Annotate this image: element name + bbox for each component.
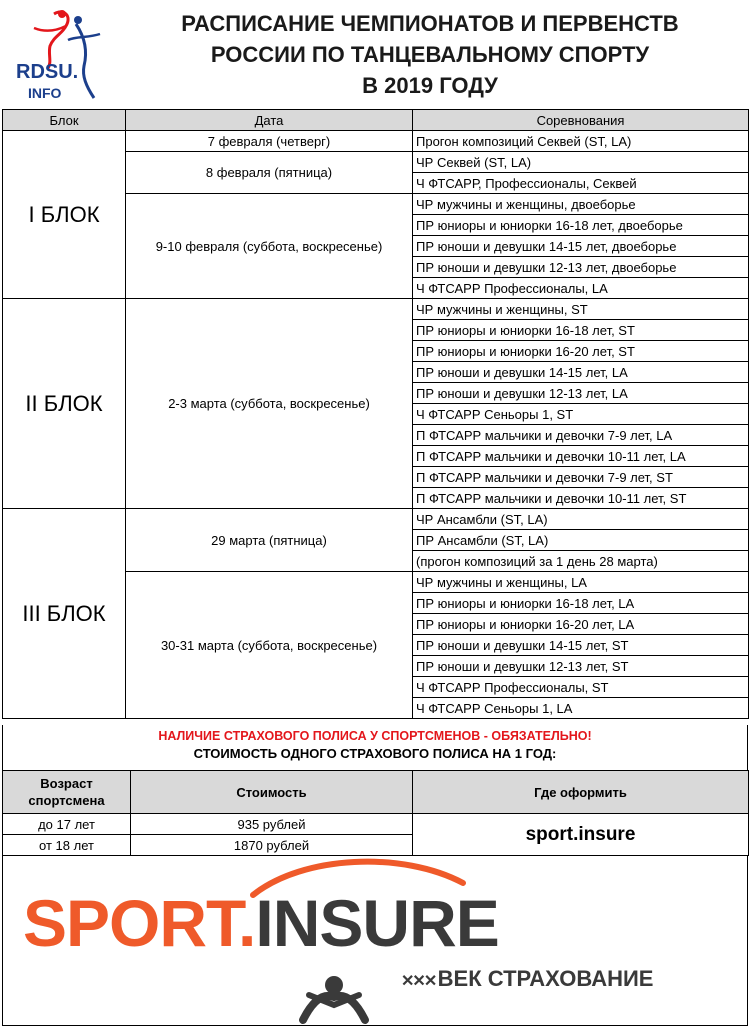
insurance-notice bbox=[2, 725, 748, 771]
pricing-age: от 18 лет bbox=[3, 835, 131, 856]
dancers-icon bbox=[14, 6, 110, 106]
title-line-2: РОССИИ ПО ТАНЦЕВАЛЬНОМУ СПОРТУ bbox=[210, 42, 650, 67]
competition-name: ПР юниоры и юниорки 16-20 лет, ST bbox=[413, 341, 749, 362]
competition-name: П ФТСАРР мальчики и девочки 7-9 лет, LA bbox=[413, 425, 749, 446]
competition-name: ЧР мужчины и женщины, ST bbox=[413, 299, 749, 320]
column-header-block: Блок bbox=[3, 110, 126, 131]
sport-insure-banner bbox=[2, 855, 748, 1026]
schedule-body bbox=[3, 131, 749, 719]
event-date: 7 февраля (четверг) bbox=[126, 131, 413, 152]
pricing-header-row bbox=[3, 771, 749, 814]
competition-name: ЧР мужчины и женщины, LA bbox=[413, 572, 749, 593]
brand-sport: SPORT. bbox=[23, 886, 256, 960]
tagline-text: ВЕК СТРАХОВАНИЕ bbox=[437, 966, 654, 991]
pricing-table bbox=[2, 770, 749, 856]
competition-name: П ФТСАРР мальчики и девочки 7-9 лет, ST bbox=[413, 467, 749, 488]
column-header-competitions: Соревнования bbox=[413, 110, 749, 131]
competition-name: ПР Ансамбли (ST, LA) bbox=[413, 530, 749, 551]
rdsu-logo bbox=[14, 6, 110, 106]
competition-name: ЧР Ансамбли (ST, LA) bbox=[413, 509, 749, 530]
title-line-1: РАСПИСАНИЕ ЧЕМПИОНАТОВ И ПЕРВЕНСТВ bbox=[181, 11, 679, 36]
event-date: 8 февраля (пятница) bbox=[126, 152, 413, 194]
column-header-age: Возраст спортсмена bbox=[3, 771, 131, 814]
column-header-where: Где оформить bbox=[413, 771, 749, 814]
competition-name: (прогон композиций за 1 день 28 марта) bbox=[413, 551, 749, 572]
competition-name: ЧР мужчины и женщины, двоеборье bbox=[413, 194, 749, 215]
competition-name: ПР юноши и девушки 12-13 лет, LA bbox=[413, 383, 749, 404]
insurance-site-link[interactable]: sport.insure bbox=[413, 814, 749, 856]
competition-name: Прогон композиций Секвей (ST, LA) bbox=[413, 131, 749, 152]
column-header-cost: Стоимость bbox=[131, 771, 413, 814]
competition-name: Ч ФТСАРР Профессионалы, LA bbox=[413, 278, 749, 299]
competition-name: П ФТСАРР мальчики и девочки 10-11 лет, LA bbox=[413, 446, 749, 467]
logo-text-1: RDSU. bbox=[16, 61, 79, 83]
competition-name: ПР юниоры и юниорки 16-18 лет, двоеборье bbox=[413, 215, 749, 236]
schedule-table bbox=[2, 109, 749, 719]
schedule-header-row bbox=[3, 110, 749, 131]
pricing-row bbox=[3, 814, 749, 835]
header bbox=[0, 0, 750, 108]
competition-name: ПР юниоры и юниорки 16-18 лет, LA bbox=[413, 593, 749, 614]
block-name: I БЛОК bbox=[3, 131, 126, 299]
event-date: 2-3 марта (суббота, воскресенье) bbox=[126, 299, 413, 509]
pricing-age: до 17 лет bbox=[3, 814, 131, 835]
pricing-cost: 935 рублей bbox=[131, 814, 413, 835]
competition-name: ЧР Секвей (ST, LA) bbox=[413, 152, 749, 173]
competition-name: ПР юноши и девушки 12-13 лет, двоеборье bbox=[413, 257, 749, 278]
brand-tagline bbox=[401, 966, 653, 992]
brand-insure: INSURE bbox=[255, 886, 499, 960]
title-line-3: В 2019 ГОДУ bbox=[362, 73, 498, 98]
schedule-row bbox=[3, 509, 749, 530]
schedule-row bbox=[3, 131, 749, 152]
pricing-cost: 1870 рублей bbox=[131, 835, 413, 856]
competition-name: ПР юниоры и юниорки 16-20 лет, LA bbox=[413, 614, 749, 635]
competition-name: ПР юниоры и юниорки 16-18 лет, ST bbox=[413, 320, 749, 341]
insurance-warning: НАЛИЧИЕ СТРАХОВОГО ПОЛИСА У СПОРТСМЕНОВ - ОБЯЗАТЕЛЬНО! bbox=[158, 729, 592, 743]
competition-name: ПР юноши и девушки 14-15 лет, LA bbox=[413, 362, 749, 383]
competition-name: ПР юноши и девушки 14-15 лет, двоеборье bbox=[413, 236, 749, 257]
competition-name: П ФТСАРР мальчики и девочки 10-11 лет, ST bbox=[413, 488, 749, 509]
competition-name: Ч ФТСАРР, Профессионалы, Секвей bbox=[413, 173, 749, 194]
block-name: III БЛОК bbox=[3, 509, 126, 719]
page-title bbox=[120, 8, 740, 101]
column-header-date: Дата bbox=[126, 110, 413, 131]
insurance-cost-heading: СТОИМОСТЬ ОДНОГО СТРАХОВОГО ПОЛИСА НА 1 ГОД: bbox=[193, 746, 557, 761]
competition-name: ПР юноши и девушки 12-13 лет, ST bbox=[413, 656, 749, 677]
competition-name: Ч ФТСАРР Сеньоры 1, LA bbox=[413, 698, 749, 719]
schedule-row bbox=[3, 299, 749, 320]
brand-wordmark bbox=[23, 886, 499, 960]
competition-name: Ч ФТСАРР Профессионалы, ST bbox=[413, 677, 749, 698]
event-date: 30-31 марта (суббота, воскресенье) bbox=[126, 572, 413, 719]
vek-logo-icon: ✕✕✕ bbox=[401, 973, 438, 990]
logo-text-2: INFO bbox=[28, 85, 62, 101]
event-date: 29 марта (пятница) bbox=[126, 509, 413, 572]
block-name: II БЛОК bbox=[3, 299, 126, 509]
competition-name: Ч ФТСАРР Сеньоры 1, ST bbox=[413, 404, 749, 425]
event-date: 9-10 февраля (суббота, воскресенье) bbox=[126, 194, 413, 299]
competition-name: ПР юноши и девушки 14-15 лет, ST bbox=[413, 635, 749, 656]
